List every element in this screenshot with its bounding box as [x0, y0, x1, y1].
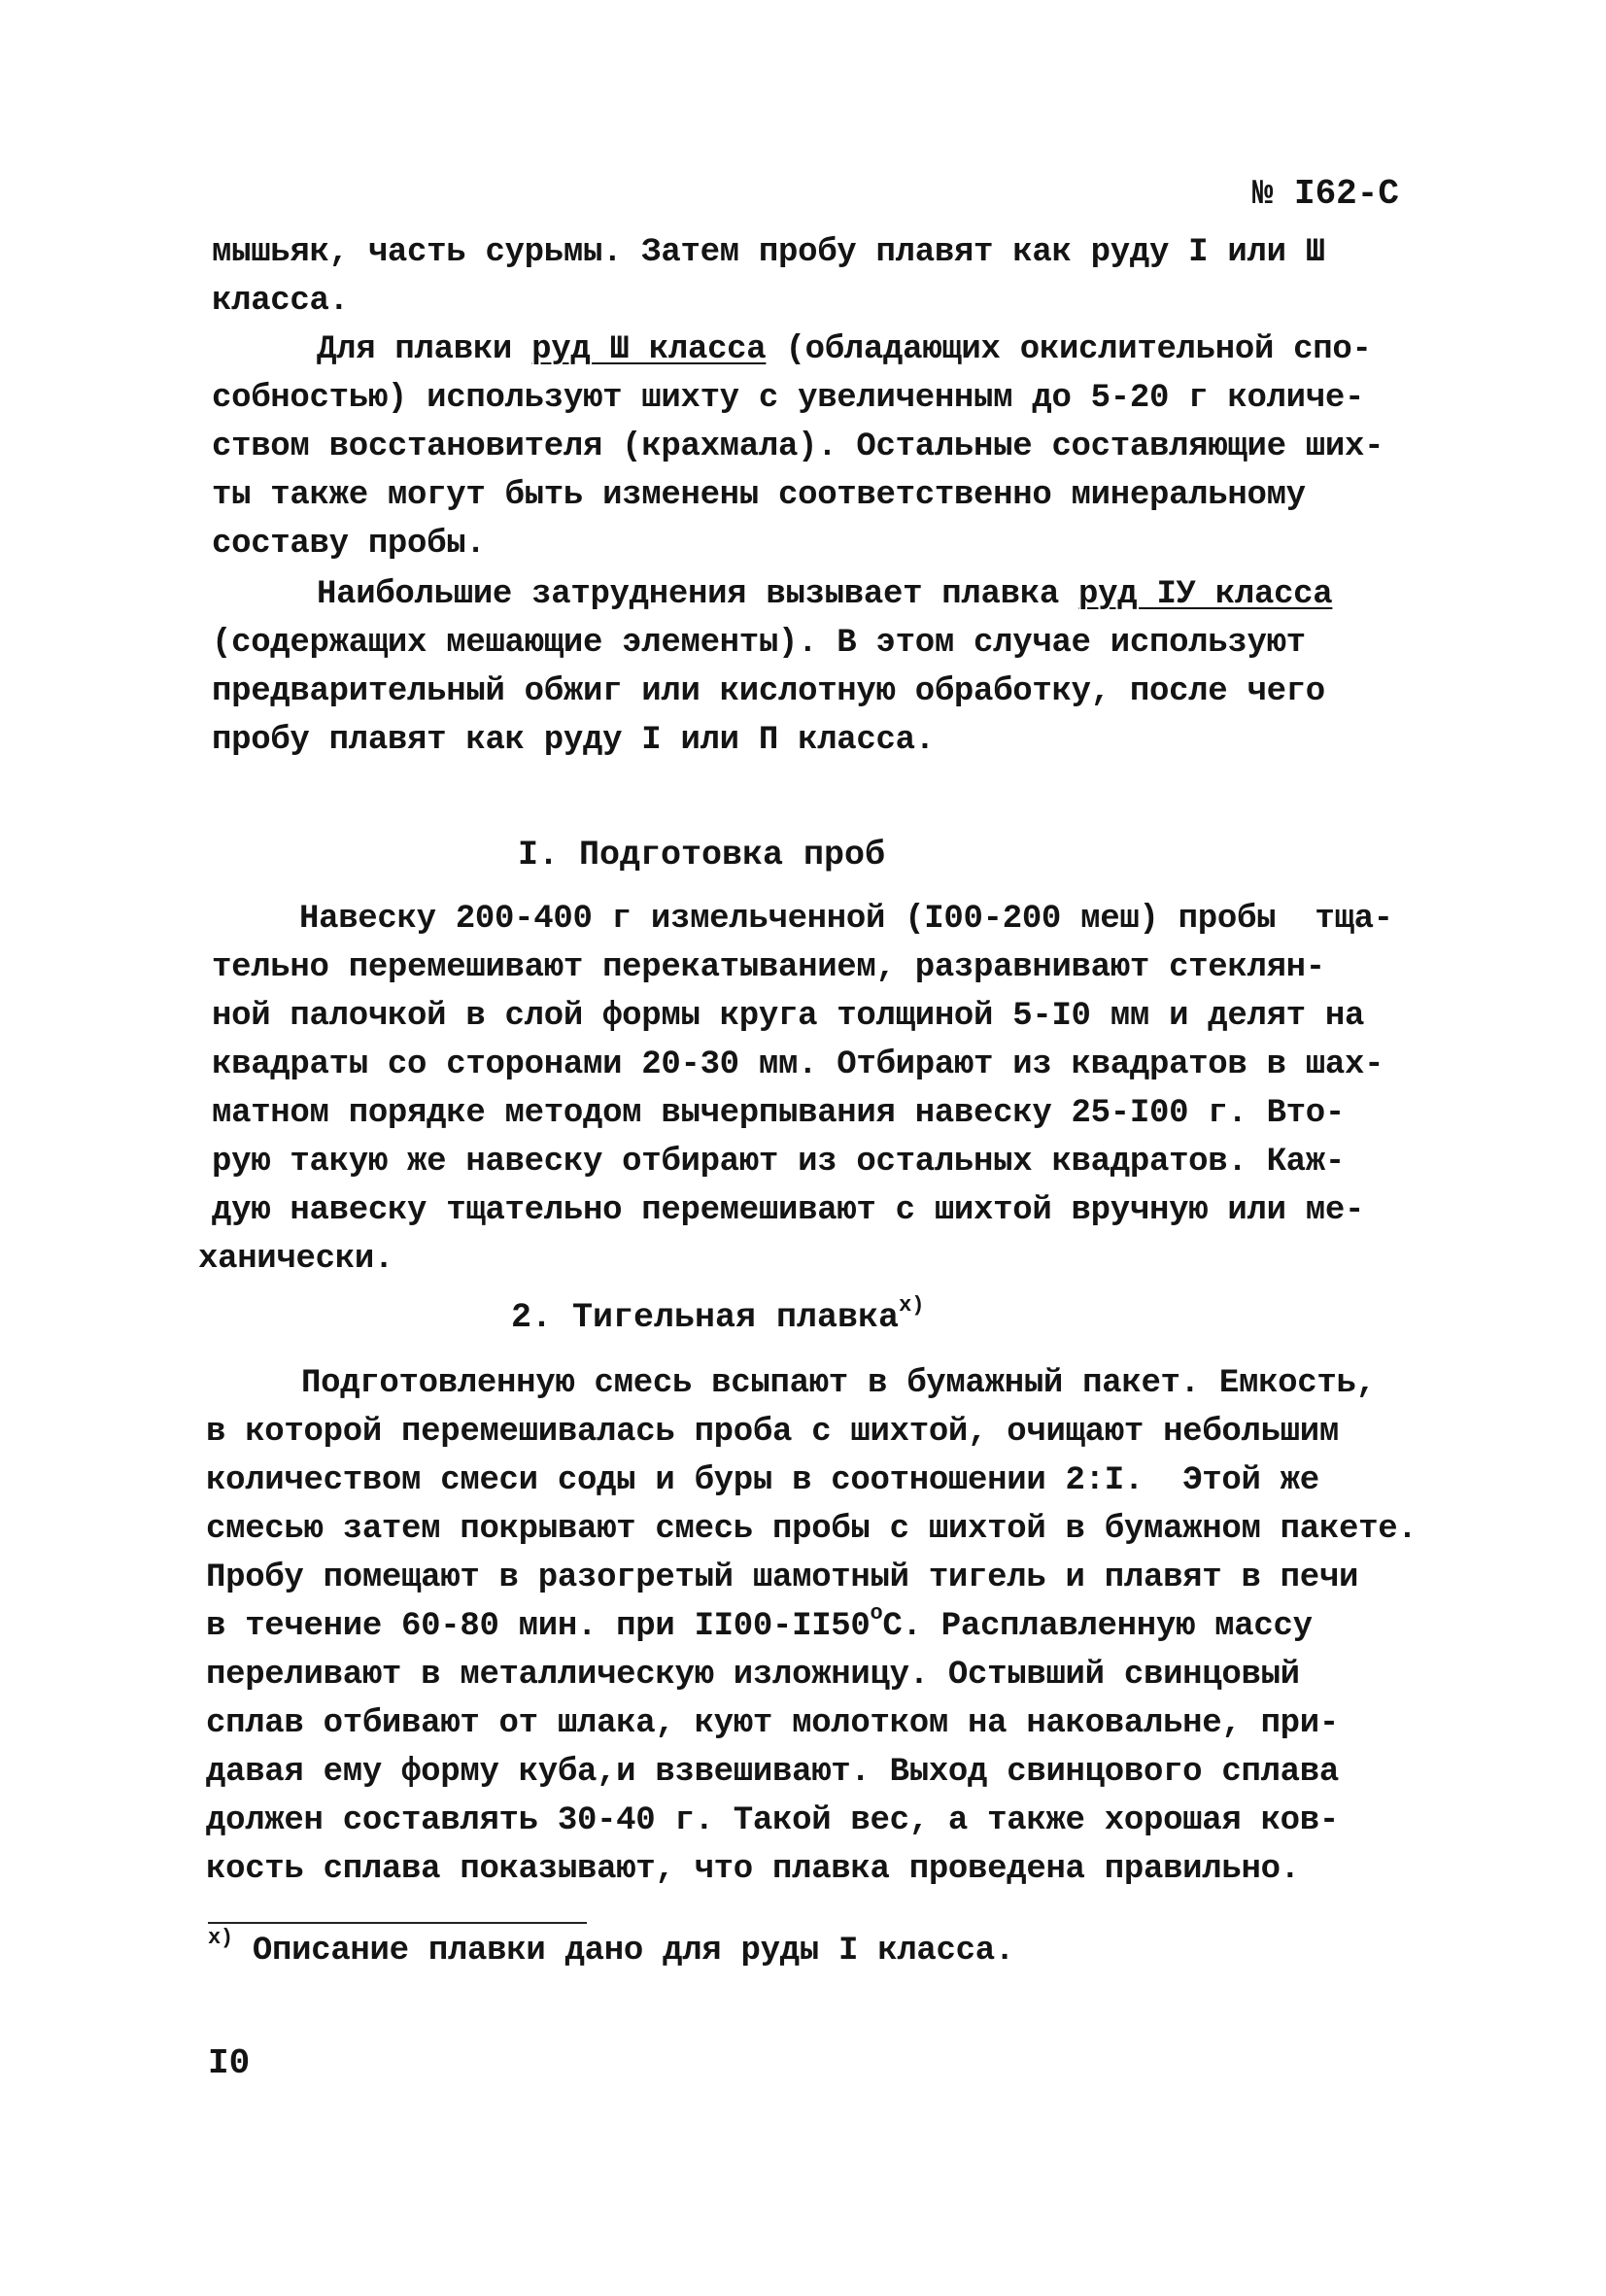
- text-run: С. Расплавленную массу: [882, 1608, 1313, 1645]
- paragraph-class-3-line-2: собностью) используют шихту с увеличенным до 5-20 г количе-: [212, 380, 1365, 417]
- paragraph-class-3-line-3: ством восстановителя (крахмала). Остальные составляющие ших-: [212, 428, 1384, 465]
- section-1-line-3: ной палочкой в слой формы круга толщиной 5-I0 мм и делят на: [212, 998, 1365, 1035]
- footnote-reference-mark: х): [899, 1293, 925, 1318]
- section-1-title: I. Подготовка проб: [518, 836, 886, 874]
- section-2-line-5: Пробу помещают в разогретый шамотный тигель и плавят в печи: [206, 1559, 1359, 1596]
- section-2-title-text: 2. Тигельная плавка: [511, 1298, 900, 1337]
- text-run: (обладающих окислительной спо-: [766, 331, 1372, 368]
- text-run: в течение 60-80 мин. при II00-II50: [206, 1608, 871, 1645]
- document-number: № I62-С: [1251, 174, 1399, 214]
- footnote-mark: х): [208, 1926, 233, 1950]
- section-1-line-5: матном порядке методом вычерпывания навеску 25-I00 г. Вто-: [212, 1095, 1345, 1132]
- section-2-title: [511, 1294, 924, 1341]
- section-2-line-6: [206, 1603, 1313, 1650]
- text-run: Для плавки: [317, 331, 532, 368]
- section-2-line-7: переливают в металлическую изложницу. Остывший свинцовый: [206, 1657, 1300, 1694]
- section-1-line-1: Навеску 200-400 г измельченной (I00-200 меш) пробы тща-: [299, 901, 1393, 938]
- section-2-line-8: сплав отбивают от шлака, куют молотком на наковальне, при-: [206, 1705, 1339, 1742]
- section-1-line-6: рую такую же навеску отбирают из остальных квадратов. Каж-: [212, 1144, 1345, 1181]
- paragraph-class-3-line-5: составу пробы.: [212, 526, 486, 563]
- text-run: Наибольшие затруднения вызывает плавка: [317, 576, 1079, 613]
- footnote: [208, 1928, 1014, 1974]
- degree-mark: о: [870, 1601, 883, 1626]
- section-2-line-9: давая ему форму куба,и взвешивают. Выход свинцового сплава: [206, 1754, 1339, 1791]
- footnote-text: Описание плавки дано для руды I класса.: [232, 1933, 1014, 1970]
- section-2-line-10: должен составлять 30-40 г. Такой вес, а также хорошая ков-: [206, 1802, 1339, 1839]
- section-2-line-4: смесью затем покрывают смесь пробы с шихтой в бумажном пакете.: [206, 1511, 1418, 1548]
- paragraph-class-3-line-4: ты также могут быть изменены соответственно минеральному: [212, 477, 1306, 514]
- paragraph-class-4-line-3: предварительный обжиг или кислотную обработку, после чего: [212, 673, 1325, 710]
- intro-line-1: мышьяк, часть сурьмы. Затем пробу плавят как руду I или Ш: [212, 234, 1325, 271]
- intro-line-2: класса.: [212, 283, 349, 320]
- section-1-line-7: дую навеску тщательно перемешивают с шихтой вручную или ме-: [212, 1192, 1365, 1229]
- section-1-line-8: ханически.: [198, 1241, 394, 1278]
- section-2-line-1: Подготовленную смесь всыпают в бумажный пакет. Емкость,: [301, 1365, 1376, 1402]
- underlined-term: руд IУ класса: [1078, 576, 1333, 613]
- page-number: I0: [208, 2043, 251, 2083]
- section-2-line-3: количеством смеси соды и буры в соотношении 2:I. Этой же: [206, 1462, 1319, 1499]
- paragraph-class-4-line-4: пробу плавят как руду I или П класса.: [212, 722, 935, 759]
- underlined-term: руд Ш класса: [531, 331, 767, 368]
- paragraph-class-4-line-2: (содержащих мешающие элементы). В этом случае используют: [212, 625, 1306, 662]
- paragraph-class-4-line-1: [317, 571, 1332, 618]
- section-2-line-2: в которой перемешивалась проба с шихтой, очищают небольшим: [206, 1414, 1339, 1451]
- footnote-divider: [208, 1922, 587, 1924]
- paragraph-class-3-line-1: [317, 326, 1372, 373]
- section-1-line-4: квадраты со сторонами 20-30 мм. Отбирают из квадратов в шах-: [212, 1046, 1384, 1083]
- section-2-line-11: кость сплава показывают, что плавка проведена правильно.: [206, 1851, 1300, 1888]
- section-1-line-2: тельно перемешивают перекатыванием, разравнивают стеклян-: [212, 949, 1325, 986]
